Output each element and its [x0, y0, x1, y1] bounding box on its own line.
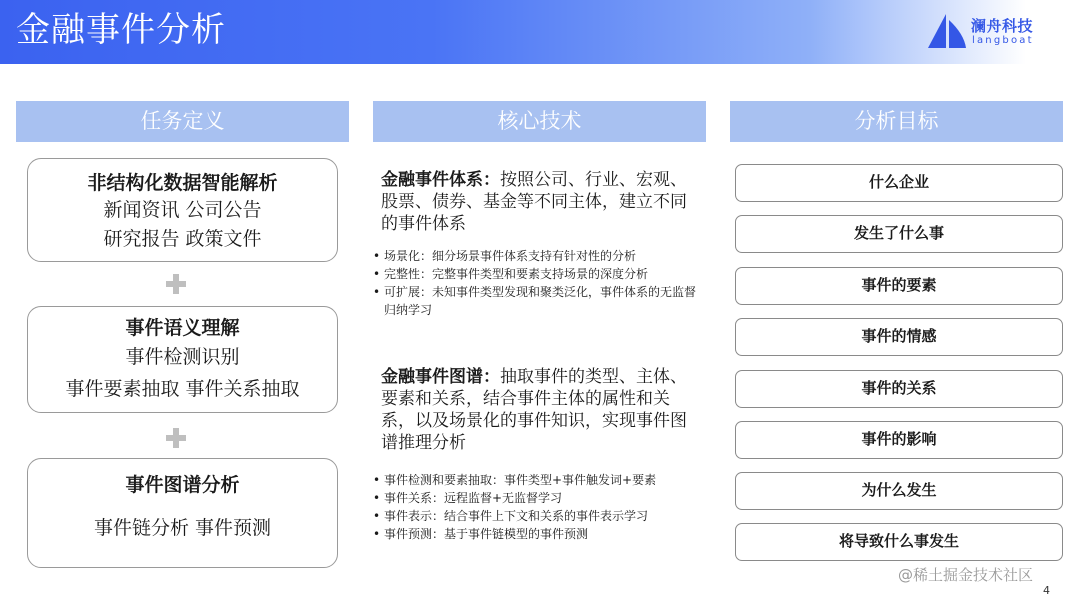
tech-title: 金融事件体系： [381, 170, 500, 190]
task-line: 研究报告 政策文件 [103, 228, 262, 250]
task-line: 事件链分析 事件预测 [93, 517, 272, 539]
tech-event-system-bullets [372, 247, 707, 319]
goal-item: 发生了什么事 [735, 215, 1063, 253]
task-box-data-parsing [27, 158, 338, 262]
task-line: 新闻资讯 公司公告 [103, 199, 262, 221]
bullet-item: • 事件检测和要素抽取：事件类型+事件触发词+要素 [372, 471, 707, 489]
bullet-item: • 事件表示：结合事件上下文和关系的事件表示学习 [372, 507, 707, 525]
plus-icon [166, 428, 186, 448]
column-header-tech: 核心技术 [373, 101, 706, 142]
tech-description: 按照公司、行业、宏观、股票、债券、基金等不同主体，建立不同的事件体系 [381, 170, 687, 234]
page-number: 4 [1043, 584, 1050, 597]
column-header-task: 任务定义 [16, 101, 349, 142]
column-header-goal: 分析目标 [730, 101, 1063, 142]
bullet-item: • 事件预测：基于事件链模型的事件预测 [372, 525, 707, 543]
bullet-item: • 完整性：完整事件类型和要素支持场景的深度分析 [372, 265, 707, 283]
logo-name: 澜舟科技 [971, 17, 1034, 35]
tech-event-graph-bullets [372, 471, 707, 543]
logo-subtitle: langboat [972, 35, 1034, 46]
goal-item: 事件的影响 [735, 421, 1063, 459]
goal-item: 什么企业 [735, 164, 1063, 202]
task-title: 事件语义理解 [125, 317, 240, 339]
bullet-item: • 可扩展：未知事件类型发现和聚类泛化，事件体系的无监督归纳学习 [372, 283, 707, 319]
header-banner [0, 0, 1080, 64]
company-logo [928, 12, 1048, 52]
page-title: 金融事件分析 [16, 10, 226, 50]
goal-item: 为什么发生 [735, 472, 1063, 510]
plus-icon [166, 274, 186, 294]
goal-item: 事件的要素 [735, 267, 1063, 305]
goal-item: 将导致什么事发生 [735, 523, 1063, 561]
goal-item: 事件的情感 [735, 318, 1063, 356]
bullet-item: • 场景化：细分场景事件体系支持有针对性的分析 [372, 247, 707, 265]
task-title: 非结构化数据智能解析 [87, 172, 278, 194]
sail-logo-icon [928, 14, 968, 48]
task-line: 事件检测识别 [125, 346, 240, 368]
tech-description: 抽取事件的类型、主体、要素和关系，结合事件主体的属性和关系，以及场景化的事件知识，实现事件图谱推理分析 [381, 367, 687, 453]
watermark: @稀土掘金技术社区 [898, 566, 1034, 584]
tech-event-system [381, 169, 703, 235]
task-box-semantic-understanding [27, 306, 338, 413]
bullet-item: • 事件关系：远程监督+无监督学习 [372, 489, 707, 507]
task-line: 事件要素抽取 事件关系抽取 [65, 378, 300, 400]
task-box-graph-analysis [27, 458, 338, 568]
task-title: 事件图谱分析 [125, 474, 240, 496]
tech-event-graph [381, 366, 703, 454]
goal-item: 事件的关系 [735, 370, 1063, 408]
tech-title: 金融事件图谱： [381, 367, 500, 387]
